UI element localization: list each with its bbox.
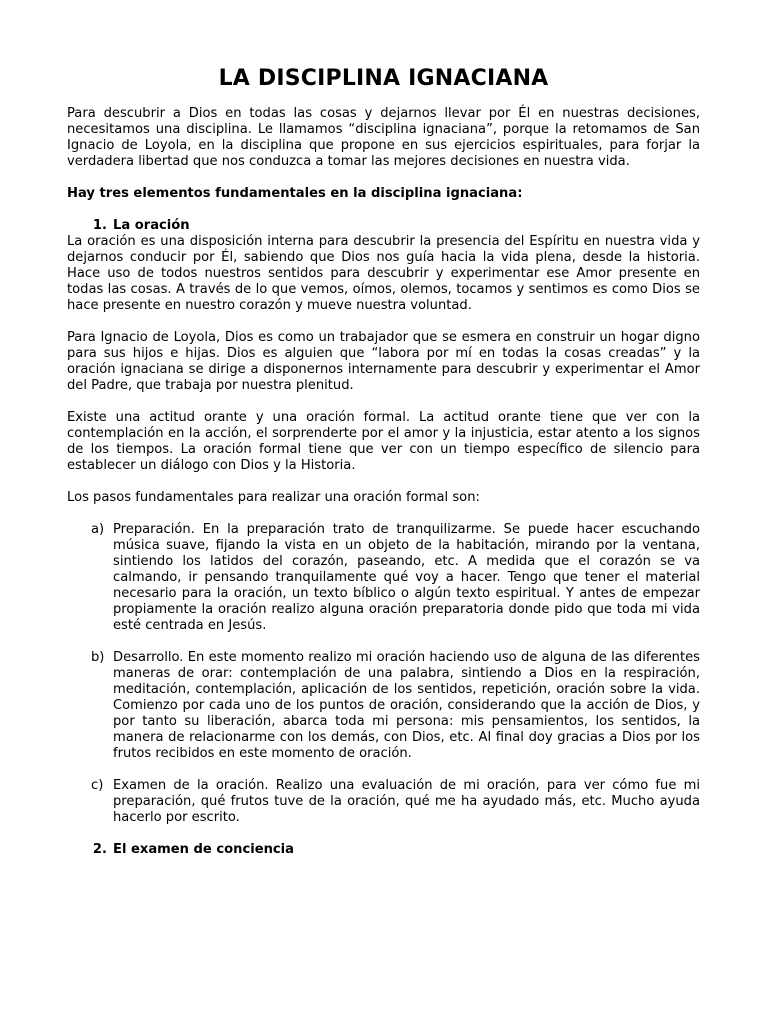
spacer	[67, 170, 700, 186]
section-heading-examen	[67, 842, 700, 858]
spacer	[67, 314, 700, 330]
elements-heading: Hay tres elementos fundamentales en la disciplina ignaciana:	[67, 186, 523, 201]
list-item-text: Preparación. En la preparación trato de tranquilizarme. Se puede hacer escuchando música suave, fijando la vista en un objeto de la habitación, mirando por la ventana, sintiendo los latidos del corazón, paseando, etc. A medida que el corazón se va calmando, ir pensando tranquilamente qué voy a hacer. Tengo que tener el material necesario para la oración, un texto bíblico o algún texto espiritual. Y antes de empezar propiamente la oración realizo alguna oración preparatoria donde pido que toda mi vida esté centrada en Jesús.	[113, 522, 700, 633]
list-marker: c)	[91, 778, 104, 793]
spacer	[67, 202, 700, 218]
paragraph: Para Ignacio de Loyola, Dios es como un trabajador que se esmera en construir un hogar digno para sus hijos e hijas. Dios es alguien que “labora por mí en todas la cosas creadas” y la oración ignaciana se dirige a disponernos internamente para descubrir y experimentar el Amor del Padre, que trabaja por nuestra plenitud.	[67, 330, 700, 393]
spacer	[67, 394, 700, 410]
section-number: 1.	[92, 218, 107, 233]
paragraph: Los pasos fundamentales para realizar una oración formal son:	[67, 490, 480, 505]
document-title: LA DISCIPLINA IGNACIANA	[218, 66, 549, 91]
paragraph: Existe una actitud orante y una oración formal. La actitud orante tiene que ver con la contemplación en la acción, el sorprenderte por el amor y la injusticia, estar atento a los signos de los tiempos. La oración formal tiene que ver con un tiempo específico de silencio para establecer un diálogo con Dios y la Historia.	[67, 410, 700, 473]
list-item-text: Examen de la oración. Realizo una evaluación de mi oración, para ver cómo fue mi preparación, qué frutos tuve de la oración, qué me ha ayudado más, etc. Mucho ayuda hacerlo por escrito.	[113, 778, 700, 825]
list-item-preparacion	[67, 522, 700, 634]
list-item-examen	[67, 778, 700, 826]
section-heading-oracion	[67, 218, 700, 234]
section-title: El examen de conciencia	[113, 842, 294, 857]
list-item-desarrollo	[67, 650, 700, 762]
document-page	[67, 66, 700, 858]
spacer	[67, 474, 700, 490]
paragraph: La oración es una disposición interna para descubrir la presencia del Espíritu en nuestra vida y dejarnos conducir por Él, sabiendo que Dios nos guía hacia la vida plena, desde la historia. Hace uso de todos nuestros sentidos para descubrir y experimentar ese Amor presente en todas las cosas. A través de lo que vemos, oímos, olemos, tocamos y sentimos es como Dios se hace presente en nuestro corazón y mueve nuestra voluntad.	[67, 234, 700, 313]
spacer	[67, 634, 700, 650]
list-item-text: Desarrollo. En este momento realizo mi oración haciendo uso de alguna de las diferentes maneras de orar: contemplación de una palabra, sintiendo a Dios en la respiración, meditación, contemplación, aplicación de los sentidos, repetición, oración sobre la vida. Comienzo por cada uno de los puntos de oración, considerando que la acción de Dios, y por tanto su liberación, abarca toda mi persona: mis pensamientos, los sentidos, la manera de relacionarme con los demás, con Dios, etc. Al final doy gracias a Dios por los frutos recibidos en este momento de oración.	[113, 650, 700, 761]
intro-paragraph: Para descubrir a Dios en todas las cosas y dejarnos llevar por Él en nuestras decisiones, necesitamos una disciplina. Le llamamos “disciplina ignaciana”, porque la retomamos de San Ignacio de Loyola, en la disciplina que propone en sus ejercicios espirituales, para forjar la verdadera libertad que nos conduzca a tomar las mejores decisiones en nuestra vida.	[67, 106, 700, 169]
spacer	[67, 506, 700, 522]
list-marker: a)	[91, 522, 105, 537]
spacer	[67, 826, 700, 842]
spacer	[67, 762, 700, 778]
section-title: La oración	[113, 218, 190, 233]
section-number: 2.	[92, 842, 107, 857]
list-marker: b)	[91, 650, 105, 665]
